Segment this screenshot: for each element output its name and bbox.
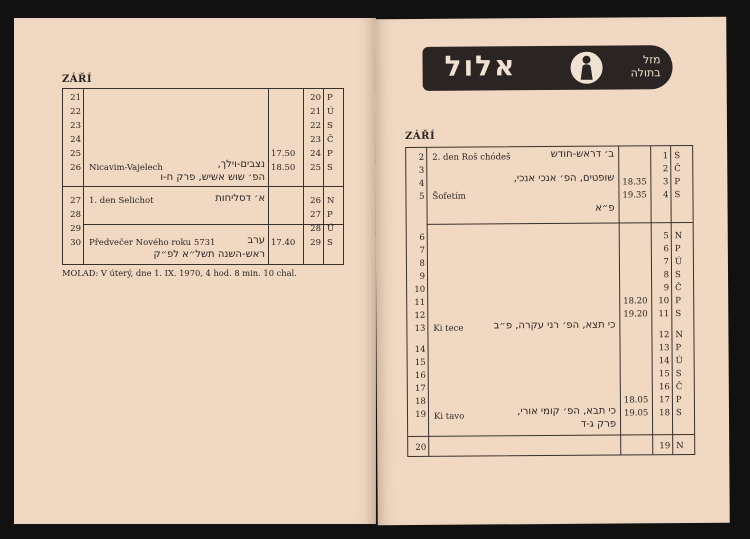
weekday-number: 18 bbox=[659, 408, 671, 419]
day-number: 9 bbox=[419, 271, 426, 282]
weekday-number: 8 bbox=[663, 270, 670, 281]
weekday-number: 5 bbox=[663, 231, 669, 242]
weekday-number: 23 bbox=[310, 135, 321, 145]
weekday-number: 16 bbox=[658, 382, 670, 393]
weekday-letter: S bbox=[674, 270, 681, 281]
weekday-number: 6 bbox=[663, 244, 669, 255]
weekday-letter: S bbox=[675, 309, 682, 320]
weekday-number: 24 bbox=[310, 149, 321, 159]
day-number: 11 bbox=[414, 297, 426, 308]
weekday-letter: P bbox=[327, 210, 333, 220]
weekday-letter: P bbox=[675, 296, 681, 307]
weekday-number: 7 bbox=[663, 257, 669, 268]
virgo-figure-icon bbox=[577, 55, 595, 81]
weekday-letter: Ú bbox=[675, 356, 683, 367]
day-number: 28 bbox=[70, 210, 81, 220]
day-number: 27 bbox=[70, 196, 81, 206]
entry-hebrew: פרק ג-ד bbox=[580, 418, 617, 430]
day-number: 29 bbox=[70, 224, 81, 234]
weekday-letter: P bbox=[675, 343, 682, 354]
weekday-letter: S bbox=[674, 151, 681, 162]
weekday-number: 4 bbox=[663, 190, 669, 201]
day-number: 12 bbox=[414, 310, 426, 321]
weekday-letter: P bbox=[674, 177, 681, 188]
weekday-number: 27 bbox=[310, 210, 321, 220]
day-number: 5 bbox=[419, 191, 425, 202]
day-number: 25 bbox=[70, 149, 81, 159]
weekday-letter: P bbox=[327, 93, 333, 103]
zodiac-sign: מזל בתולה bbox=[630, 53, 661, 80]
weekday-number: 9 bbox=[663, 283, 670, 294]
molad-note: MOLAD: V úterý, dne 1. IX. 1970, 4 hod. 8 min. 10 chal. bbox=[62, 268, 297, 278]
weekday-letter: P bbox=[674, 244, 681, 255]
weekday-number: 3 bbox=[662, 177, 669, 188]
weekday-letter: S bbox=[327, 121, 333, 131]
entry-hebrew: ב׳ דראש-חודש bbox=[550, 148, 615, 161]
calendar-table-right bbox=[405, 145, 695, 457]
day-number: 22 bbox=[70, 107, 81, 117]
weekday-number: 15 bbox=[658, 369, 670, 380]
weekday-number: 21 bbox=[310, 107, 321, 117]
candle-time: 19.20 bbox=[623, 309, 648, 320]
candle-time: 18.05 bbox=[623, 395, 649, 406]
entry-name: Předvečer Nového roku 5731 bbox=[89, 238, 216, 248]
weekday-number: 11 bbox=[658, 309, 670, 320]
entry-name: 1. den Selichot bbox=[89, 196, 154, 206]
weekday-letter: Č bbox=[327, 135, 334, 145]
candle-time: 18.35 bbox=[622, 177, 647, 188]
calendar-table-left bbox=[62, 88, 344, 265]
entry-hebrew: פ״א bbox=[595, 202, 615, 214]
day-number: 4 bbox=[418, 178, 425, 189]
weekday-number: 26 bbox=[310, 196, 321, 206]
weekday-letter: S bbox=[674, 190, 681, 201]
candle-time: 19.05 bbox=[623, 408, 649, 419]
entry-name: Ki tavo bbox=[433, 411, 465, 422]
weekday-letter: Č bbox=[674, 164, 681, 175]
weekday-letter: Č bbox=[675, 382, 683, 393]
weekday-letter: S bbox=[675, 369, 682, 380]
candle-time: 18.20 bbox=[623, 296, 648, 307]
entry-name: Ki tece bbox=[433, 323, 464, 334]
weekday-number: 13 bbox=[658, 343, 670, 354]
day-number: 7 bbox=[419, 245, 425, 256]
day-number: 6 bbox=[419, 232, 425, 243]
entry-hebrew: הפ׳ שוש אשיש, פרק ח-ו bbox=[160, 172, 265, 183]
weekday-number: 17 bbox=[659, 395, 670, 406]
day-number: 17 bbox=[414, 383, 426, 394]
weekday-number: 2 bbox=[662, 164, 669, 175]
candle-time: 17.50 bbox=[271, 149, 296, 159]
weekday-number: 29 bbox=[310, 238, 321, 248]
weekday-letter: N bbox=[675, 330, 683, 341]
day-number: 2 bbox=[418, 152, 425, 163]
day-number: 3 bbox=[418, 165, 425, 176]
entry-hebrew: כי תצא, הפ׳ רני עקרה, פ״ב bbox=[493, 319, 616, 332]
month-label: ZÁŘÍ bbox=[62, 74, 93, 85]
weekday-letter: N bbox=[674, 231, 683, 242]
weekday-letter: Ú bbox=[327, 224, 335, 234]
weekday-letter: Č bbox=[675, 283, 682, 294]
entry-hebrew: כי תבא, הפ׳ קומי אורי, bbox=[517, 405, 617, 418]
weekday-letter: Ú bbox=[674, 257, 683, 268]
weekday-number: 12 bbox=[658, 330, 670, 341]
weekday-letter: P bbox=[327, 149, 333, 159]
right-page bbox=[374, 17, 730, 525]
day-number: 18 bbox=[415, 396, 426, 407]
day-number: 20 bbox=[415, 442, 427, 453]
day-number: 15 bbox=[414, 357, 426, 368]
logo-title: אלול bbox=[444, 49, 517, 83]
day-number: 23 bbox=[70, 121, 81, 131]
day-number: 8 bbox=[419, 258, 425, 269]
month-label: ZÁŘÍ bbox=[405, 130, 436, 143]
day-number: 30 bbox=[70, 238, 81, 248]
weekday-letter: Ú bbox=[327, 107, 335, 117]
weekday-letter: P bbox=[675, 395, 682, 406]
weekday-number: 14 bbox=[658, 356, 670, 367]
weekday-letter: S bbox=[327, 163, 333, 173]
weekday-number: 22 bbox=[310, 121, 321, 131]
day-number: 14 bbox=[414, 344, 426, 355]
entry-hebrew: ערב bbox=[247, 235, 265, 246]
weekday-letter: S bbox=[327, 238, 333, 248]
weekday-letter: S bbox=[675, 408, 682, 419]
weekday-number: 1 bbox=[662, 151, 669, 162]
entry-name: Šofetím bbox=[432, 191, 466, 202]
entry-hebrew: נצבים-וילך, bbox=[217, 159, 265, 170]
day-number: 10 bbox=[414, 284, 426, 295]
day-number: 16 bbox=[414, 370, 426, 381]
candle-time: 17.40 bbox=[271, 238, 296, 248]
entry-name: 2. den Roš chódeš bbox=[432, 152, 511, 163]
day-number: 19 bbox=[415, 409, 427, 420]
weekday-number: 20 bbox=[310, 93, 321, 103]
weekday-letter: N bbox=[327, 196, 335, 206]
candle-time: 19.35 bbox=[622, 190, 647, 201]
entry-hebrew: שופטים, הפ׳ אנכי אנכי, bbox=[513, 172, 615, 185]
day-number: 13 bbox=[414, 323, 426, 334]
day-number: 26 bbox=[70, 163, 81, 173]
day-number: 24 bbox=[70, 135, 81, 145]
weekday-number: 25 bbox=[310, 163, 321, 173]
weekday-number: 10 bbox=[658, 296, 670, 307]
weekday-letter: N bbox=[676, 441, 684, 452]
entry-hebrew: ראש-השנה תשל״א לפ״ק bbox=[153, 249, 265, 260]
candle-time: 18.50 bbox=[271, 163, 296, 173]
day-number: 21 bbox=[70, 93, 81, 103]
entry-name: Nicavim-Vajelech bbox=[89, 163, 163, 173]
entry-hebrew: א׳ דסליחות bbox=[215, 193, 265, 204]
left-page bbox=[14, 18, 376, 524]
weekday-number: 28 bbox=[310, 224, 321, 234]
weekday-number: 19 bbox=[659, 441, 671, 452]
month-logo bbox=[422, 45, 672, 91]
